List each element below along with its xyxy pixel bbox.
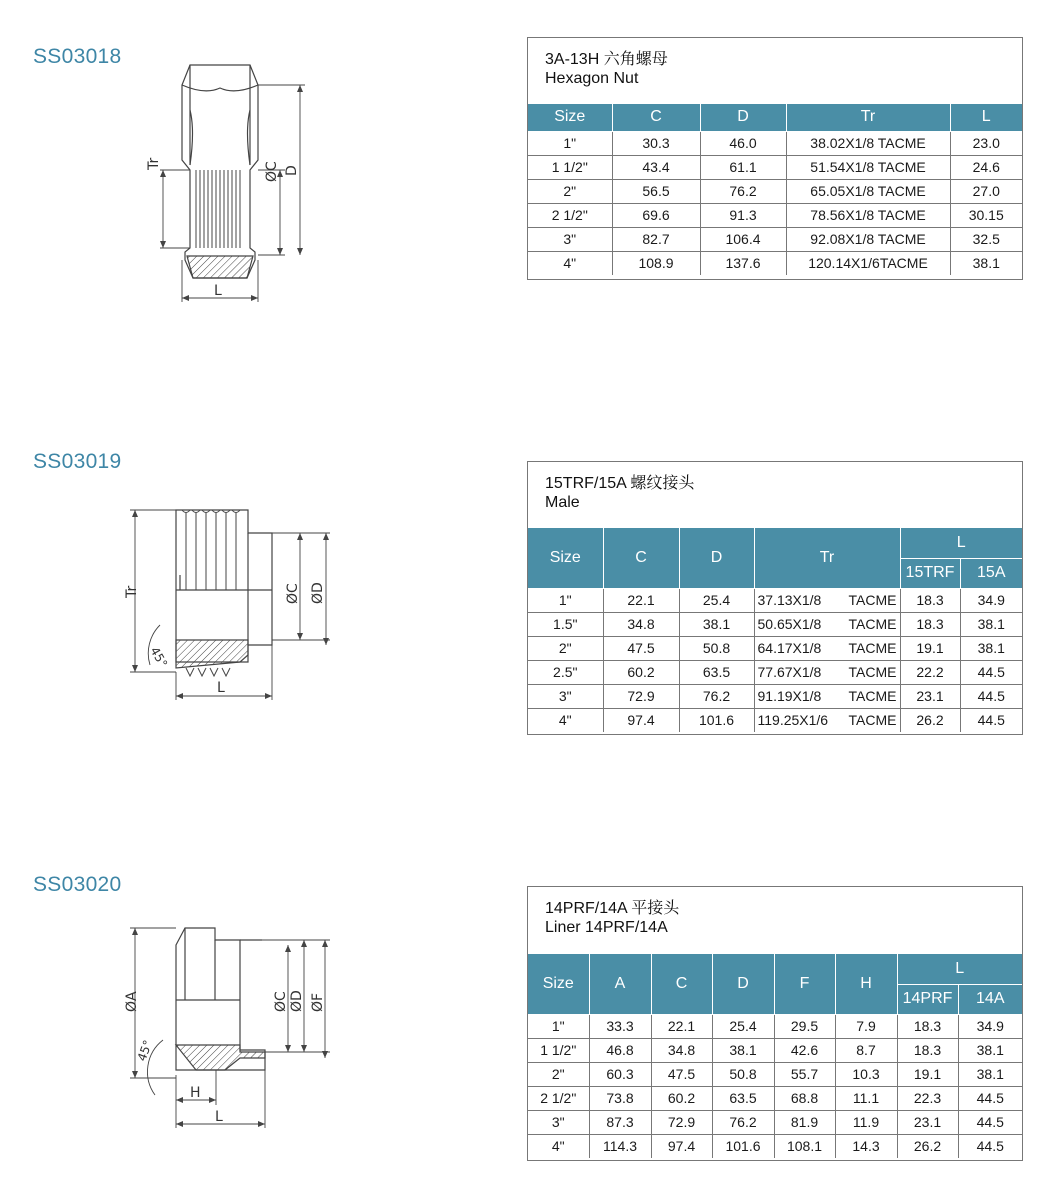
cell: 50.8 [712, 1062, 774, 1086]
dim-l-label: L [217, 680, 225, 696]
title-cn: 14PRF/14A 平接头 [545, 900, 680, 917]
cell-suffix: TACME [848, 640, 897, 656]
cell: 108.1 [774, 1134, 835, 1158]
cell: 61.1 [700, 155, 786, 179]
cell: 82.7 [612, 227, 700, 251]
cell: 22.1 [651, 1014, 712, 1038]
col-subheader: 14PRF [897, 984, 958, 1014]
cell: 38.1 [950, 251, 1022, 275]
cell: 19.1 [897, 1062, 958, 1086]
table-heading [545, 474, 694, 512]
cell: 18.3 [897, 1014, 958, 1038]
dim-angle-label: 45° [147, 644, 171, 670]
table-row [528, 1110, 1022, 1134]
cell: 68.8 [774, 1086, 835, 1110]
cell: 18.3 [897, 1038, 958, 1062]
cell: 4" [528, 708, 603, 732]
cell: 120.14X1/6TACME [786, 251, 950, 275]
cell: 44.5 [960, 660, 1022, 684]
table-row [528, 179, 1022, 203]
cell [754, 636, 900, 660]
cell: 29.5 [774, 1014, 835, 1038]
cell: 46.0 [700, 131, 786, 155]
cell: 38.1 [958, 1062, 1022, 1086]
cell-suffix: TACME [848, 616, 897, 632]
dim-angle-label: 45° [134, 1038, 156, 1064]
col-header: Size [528, 528, 603, 588]
cell: 1 1/2" [528, 155, 612, 179]
cell: 2" [528, 1062, 589, 1086]
cell: 51.54X1/8 TACME [786, 155, 950, 179]
cell: 87.3 [589, 1110, 651, 1134]
cell: 22.3 [897, 1086, 958, 1110]
dim-f-label: ØF [310, 992, 326, 1012]
table-row [528, 131, 1022, 155]
title-en: Male [545, 494, 580, 511]
cell: 50.8 [679, 636, 754, 660]
table-header-row [528, 104, 1022, 131]
cell: 2" [528, 636, 603, 660]
col-header: A [589, 954, 651, 1014]
col-header: Size [528, 954, 589, 1014]
cell: 43.4 [612, 155, 700, 179]
cell: 2" [528, 179, 612, 203]
product-code: SS03020 [33, 873, 122, 896]
cell-suffix: TACME [848, 688, 897, 704]
col-subheader: 15A [960, 558, 1022, 588]
dim-a-label: ØA [124, 991, 140, 1012]
cell: 3" [528, 684, 603, 708]
cell: 38.1 [958, 1038, 1022, 1062]
col-header: L [950, 104, 1022, 131]
col-subheader: 15TRF [900, 558, 960, 588]
cell: 38.1 [960, 612, 1022, 636]
cell: 10.3 [835, 1062, 897, 1086]
cell-prefix: 50.65X1/8 [757, 616, 822, 632]
title-en: Liner 14PRF/14A [545, 919, 668, 936]
table-row [528, 660, 1022, 684]
col-header: L [897, 954, 1022, 984]
cell: 4" [528, 251, 612, 275]
col-header: H [835, 954, 897, 1014]
cell: 2 1/2" [528, 1086, 589, 1110]
cell: 32.5 [950, 227, 1022, 251]
cell: 23.1 [900, 684, 960, 708]
table-row [528, 1038, 1022, 1062]
cell: 38.02X1/8 TACME [786, 131, 950, 155]
cell: 8.7 [835, 1038, 897, 1062]
cell: 1" [528, 1014, 589, 1038]
cell: 92.08X1/8 TACME [786, 227, 950, 251]
table-header-row [528, 954, 1022, 984]
cell: 63.5 [679, 660, 754, 684]
cell: 1" [528, 588, 603, 612]
cell: 91.3 [700, 203, 786, 227]
spec-table-panel [527, 37, 1023, 280]
cell: 38.1 [960, 636, 1022, 660]
cell: 22.2 [900, 660, 960, 684]
cell: 69.6 [612, 203, 700, 227]
cell: 76.2 [712, 1110, 774, 1134]
col-subheader: 14A [958, 984, 1022, 1014]
table-row [528, 251, 1022, 275]
cell: 81.9 [774, 1110, 835, 1134]
table-row [528, 684, 1022, 708]
title-cn: 15TRF/15A 螺纹接头 [545, 475, 695, 492]
spec-table-panel [527, 886, 1023, 1161]
cell: 1" [528, 131, 612, 155]
cell: 38.1 [679, 612, 754, 636]
spec-table [528, 528, 1022, 732]
col-header: D [712, 954, 774, 1014]
cell [754, 660, 900, 684]
cell: 1 1/2" [528, 1038, 589, 1062]
cell: 34.8 [651, 1038, 712, 1062]
col-header: F [774, 954, 835, 1014]
cell: 4" [528, 1134, 589, 1158]
cell: 2.5" [528, 660, 603, 684]
dim-c-label: ØC [285, 583, 301, 604]
cell-prefix: 91.19X1/8 [757, 688, 822, 704]
title-en: Hexagon Nut [545, 70, 639, 87]
cell: 42.6 [774, 1038, 835, 1062]
table-row [528, 1014, 1022, 1038]
cell: 44.5 [958, 1086, 1022, 1110]
spec-table-panel [527, 461, 1023, 735]
cell: 65.05X1/8 TACME [786, 179, 950, 203]
cell: 27.0 [950, 179, 1022, 203]
cell: 137.6 [700, 251, 786, 275]
col-header: D [700, 104, 786, 131]
dim-c-label: ØC [273, 991, 289, 1012]
cell: 33.3 [589, 1014, 651, 1038]
cell: 76.2 [679, 684, 754, 708]
dim-l-label: L [215, 1109, 223, 1125]
cell: 76.2 [700, 179, 786, 203]
cell: 73.8 [589, 1086, 651, 1110]
cell [754, 708, 900, 732]
cell: 97.4 [651, 1134, 712, 1158]
dim-h-label: H [190, 1085, 201, 1101]
cell: 97.4 [603, 708, 679, 732]
table-row [528, 612, 1022, 636]
col-header: Size [528, 104, 612, 131]
cell: 30.3 [612, 131, 700, 155]
liner-drawing [115, 920, 340, 1135]
dim-d-label: D [284, 165, 300, 176]
male-fitting-drawing [115, 500, 335, 705]
table-row [528, 1086, 1022, 1110]
table-row [528, 708, 1022, 732]
cell: 22.1 [603, 588, 679, 612]
cell: 23.1 [897, 1110, 958, 1134]
cell-prefix: 64.17X1/8 [757, 640, 822, 656]
dim-d-label: ØD [310, 582, 326, 604]
cell: 30.15 [950, 203, 1022, 227]
cell: 60.3 [589, 1062, 651, 1086]
cell-suffix: TACME [848, 592, 897, 608]
cell: 19.1 [900, 636, 960, 660]
cell: 47.5 [603, 636, 679, 660]
dim-tr-label: Tr [124, 585, 140, 598]
cell: 47.5 [651, 1062, 712, 1086]
cell: 114.3 [589, 1134, 651, 1158]
cell [754, 612, 900, 636]
cell: 56.5 [612, 179, 700, 203]
table-heading [545, 899, 679, 937]
cell: 63.5 [712, 1086, 774, 1110]
cell: 2 1/2" [528, 203, 612, 227]
col-header: Tr [786, 104, 950, 131]
cell-suffix: TACME [848, 712, 897, 728]
cell: 3" [528, 227, 612, 251]
dim-d-label: ØD [289, 990, 305, 1012]
cell: 7.9 [835, 1014, 897, 1038]
table-row [528, 203, 1022, 227]
cell: 72.9 [603, 684, 679, 708]
spec-table [528, 104, 1022, 275]
col-header: C [603, 528, 679, 588]
cell: 46.8 [589, 1038, 651, 1062]
table-heading [545, 50, 668, 88]
cell: 25.4 [712, 1014, 774, 1038]
cell: 44.5 [958, 1134, 1022, 1158]
cell: 106.4 [700, 227, 786, 251]
cell: 18.3 [900, 612, 960, 636]
title-cn: 3A-13H 六角螺母 [545, 51, 668, 68]
cell: 72.9 [651, 1110, 712, 1134]
cell-suffix: TACME [848, 664, 897, 680]
cell: 44.5 [960, 708, 1022, 732]
table-row [528, 636, 1022, 660]
dim-c-label: ØC [264, 161, 280, 182]
table-row [528, 588, 1022, 612]
cell: 25.4 [679, 588, 754, 612]
cell: 11.1 [835, 1086, 897, 1110]
product-code: SS03018 [33, 45, 122, 68]
cell: 55.7 [774, 1062, 835, 1086]
cell: 26.2 [897, 1134, 958, 1158]
col-header: C [651, 954, 712, 1014]
table-row [528, 227, 1022, 251]
cell: 34.9 [960, 588, 1022, 612]
dim-l-label: L [214, 283, 222, 299]
cell: 11.9 [835, 1110, 897, 1134]
col-header: L [900, 528, 1022, 558]
col-header: Tr [754, 528, 900, 588]
cell-prefix: 37.13X1/8 [757, 592, 822, 608]
cell: 60.2 [603, 660, 679, 684]
cell: 3" [528, 1110, 589, 1134]
table-row [528, 1134, 1022, 1158]
col-header: D [679, 528, 754, 588]
cell: 26.2 [900, 708, 960, 732]
cell: 23.0 [950, 131, 1022, 155]
cell: 1.5" [528, 612, 603, 636]
spec-table [528, 954, 1022, 1158]
cell: 44.5 [958, 1110, 1022, 1134]
cell-prefix: 119.25X1/6 [757, 712, 829, 728]
cell: 34.8 [603, 612, 679, 636]
cell: 101.6 [712, 1134, 774, 1158]
hexagon-nut-drawing [140, 55, 320, 305]
cell-prefix: 77.67X1/8 [757, 664, 822, 680]
cell: 18.3 [900, 588, 960, 612]
cell: 34.9 [958, 1014, 1022, 1038]
table-header-row [528, 528, 1022, 558]
cell: 38.1 [712, 1038, 774, 1062]
cell [754, 588, 900, 612]
cell [754, 684, 900, 708]
table-row [528, 1062, 1022, 1086]
table-row [528, 155, 1022, 179]
cell: 78.56X1/8 TACME [786, 203, 950, 227]
product-code: SS03019 [33, 450, 122, 473]
cell: 60.2 [651, 1086, 712, 1110]
cell: 108.9 [612, 251, 700, 275]
cell: 24.6 [950, 155, 1022, 179]
cell: 101.6 [679, 708, 754, 732]
cell: 14.3 [835, 1134, 897, 1158]
dim-tr-label: Tr [146, 157, 162, 170]
col-header: C [612, 104, 700, 131]
cell: 44.5 [960, 684, 1022, 708]
